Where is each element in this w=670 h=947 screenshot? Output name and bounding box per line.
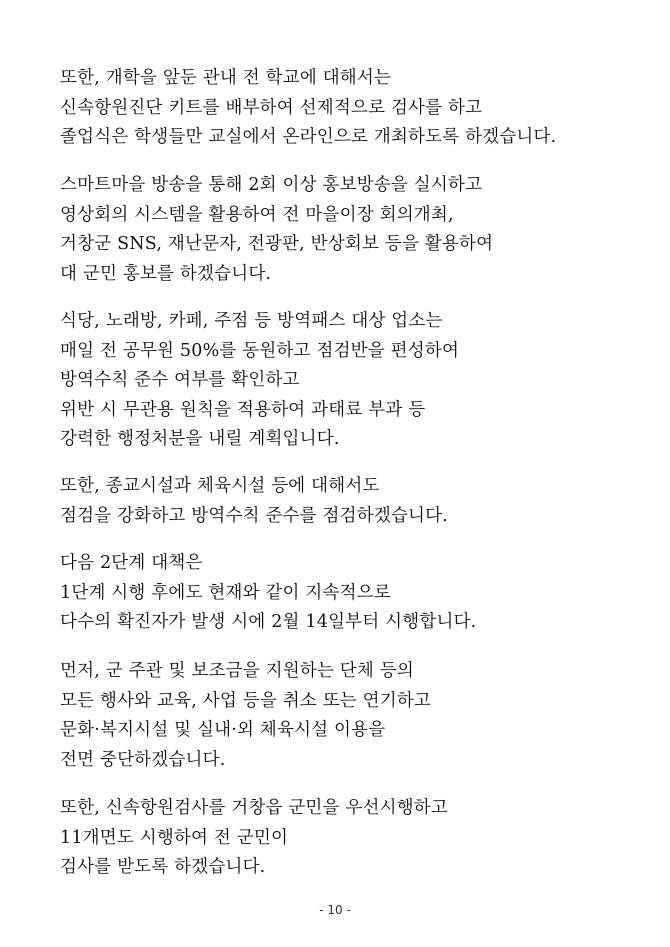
- paragraph-rapid-antigen-testing: [60, 794, 660, 883]
- text-line: 식당, 노래방, 카페, 주점 등 방역패스 대상 업소는: [60, 311, 443, 331]
- paragraph-school-testing: [60, 64, 660, 153]
- text-line: 신속항원진단 키트를 배부하여 선제적으로 검사를 하고: [60, 97, 483, 118]
- text-line: 검사를 받도록 하겠습니다.: [60, 857, 266, 877]
- paragraph-public-relations: [60, 171, 660, 289]
- text-line: 대 군민 홍보를 하겠습니다.: [60, 263, 272, 284]
- text-line: 강력한 행정처분을 내릴 계획입니다.: [60, 429, 340, 449]
- text-line: 먼저, 군 주관 및 보조금을 지원하는 단체 등의: [60, 661, 414, 681]
- text-line: 다음 2단계 대책은: [60, 553, 203, 573]
- text-line: 다수의 확진자가 발생 시에 2월 14일부터 시행합니다.: [60, 612, 477, 632]
- text-line: 모든 행사와 교육, 사업 등을 취소 또는 연기하고: [60, 690, 432, 711]
- text-line: 또한, 신속항원검사를 거창읍 군민을 우선시행하고: [60, 798, 449, 818]
- text-line: 방역수칙 준수 여부를 확인하고: [60, 370, 300, 390]
- text-line: 매일 전 공무원 50%를 동원하고 점검반을 편성하여: [60, 340, 460, 361]
- paragraph-stage-two-measures: [60, 549, 660, 638]
- text-line: 영상회의 시스템을 활용하여 전 마을이장 회의개최,: [60, 204, 454, 225]
- text-line: 또한, 종교시설과 체육시설 등에 대해서도: [60, 476, 380, 496]
- text-line: 졸업식은 학생들만 교실에서 온라인으로 개최하도록 하겠습니다.: [60, 127, 557, 147]
- paragraph-event-cancellation: [60, 657, 660, 775]
- text-line: 문화·복지시설 및 실내·외 체육시설 이용을: [60, 720, 386, 740]
- paragraph-business-inspection: [60, 307, 660, 455]
- paragraph-religious-sports-facilities: [60, 472, 660, 531]
- text-line: 점검을 강화하고 방역수칙 준수를 점검하겠습니다.: [60, 505, 449, 526]
- text-line: 스마트마을 방송을 통해 2회 이상 홍보방송을 실시하고: [60, 175, 483, 195]
- text-line: 위반 시 무관용 원칙을 적용하여 과태료 부과 등: [60, 399, 426, 420]
- text-line: 전면 중단하겠습니다.: [60, 749, 226, 770]
- text-line: 11개면도 시행하여 전 군민이: [60, 827, 289, 848]
- text-line: 또한, 개학을 앞둔 관내 전 학교에 대해서는: [60, 68, 392, 88]
- text-line: 1단계 시행 후에도 현재와 같이 지속적으로: [60, 582, 391, 603]
- page-number: - 10 -: [319, 903, 351, 917]
- text-line: 거창군 SNS, 재난문자, 전광판, 반상회보 등을 활용하여: [60, 234, 494, 254]
